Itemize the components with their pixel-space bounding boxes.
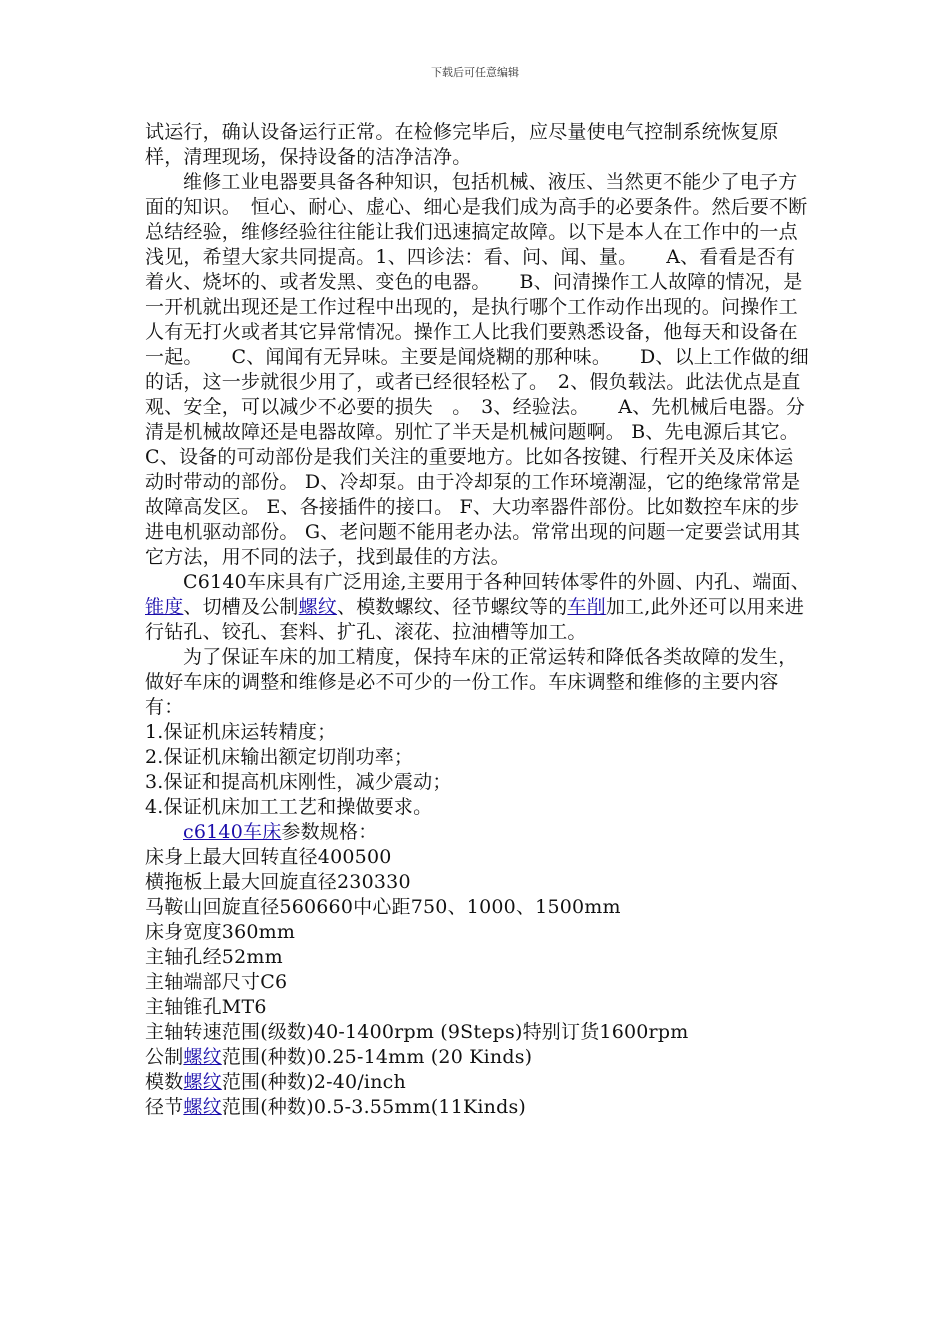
spec-line: 床身上最大回转直径400500 (145, 846, 392, 868)
spec-line: 主轴端部尺寸C6 (145, 971, 288, 993)
spec-line-thread-metric (145, 1045, 810, 1070)
paragraph-c6140-intro (145, 570, 810, 645)
paragraph-continuation: 试运行，确认设备运行正常。在检修完毕后，应尽量使电气控制系统恢复原样，清理现场，保持设备的洁净洁净。 (145, 121, 779, 168)
text-span: 公制 (145, 1046, 184, 1068)
text-span: 、切槽及公制 (183, 596, 299, 618)
specs-heading (145, 820, 810, 845)
text-span: 范围(种数)0.25-14mm (20 Kinds) (221, 1046, 533, 1068)
spec-line: 马鞍山回旋直径560660中心距750、1000、1500mm (145, 896, 621, 918)
spec-line: 主轴孔经52mm (145, 946, 283, 968)
link-thread[interactable]: 螺纹 (183, 1071, 222, 1093)
spec-line-thread-module (145, 1070, 810, 1095)
link-taper[interactable]: 锥度 (145, 596, 184, 618)
list-item: 1.保证机床运转精度； (145, 721, 337, 743)
paragraph-maintenance-intro: 为了保证车床的加工精度，保持车床的正常运转和降低各类故障的发生，做好车床的调整和维修是必不可少的一份工作。车床调整和维修的主要内容有： (145, 646, 798, 718)
paragraph-maintenance-tips: 维修工业电器要具备各种知识，包括机械、液压、当然更不能少了电子方面的知识。 恒心、耐心、虚心、细心是我们成为高手的必要条件。然后要不断总结经验，维修经验往往能让我们迅速搞定故障。以下是本人在工作中的一点浅见，希望大家共同提高。1、四诊法：看、问、闻、量。 A、看看是否有着火、烧坏的、或者发黑、变色的电器。 B、问清操作工人故障的情况，是一开机就出现还是工作过程中出现的，是执行哪个工作动作出现的。问操作工人有无打火或者其它异常情况。操作工人比我们要熟悉设备，他每天和设备在一起。 C、闻闻有无异味。主要是闻烧糊的那种味。 D、以上工作做的细的话，这一步就很少用了，或者已经很轻松了。 2、假负载法。此法优点是直观、安全，可以减少不必要的损失 。 3、经验法。 A、先机械后电器。分清是机械故障还是电器故障。别忙了半天是机械问题啊。 B、先电源后其它。 C、设备的可动部份是我们关注的重要地方。比如各按键、行程开关及床体运动时带动的部份。 D、冷却泵。由于冷却泵的工作环境潮湿，它的绝缘常常是故障高发区。 E、各接插件的接口。 F、大功率器件部份。比如数控车床的步进电机驱动部份。 G、老问题不能用老办法。常常出现的问题一定要尝试用其它方法，用不同的法子，找到最佳的方法。 (145, 171, 809, 568)
text-span: C6140车床具有广泛用途,主要用于各种回转体零件的外圆、内孔、端面、 (183, 571, 810, 593)
spec-line: 床身宽度360mm (145, 921, 296, 943)
text-span: 加工,此外还可以用来进行钻孔、铰孔、套料、扩孔、滚花、拉油槽等加工。 (145, 596, 805, 643)
text-span: 范围(种数)2-40/inch (221, 1071, 406, 1093)
document-body (145, 120, 810, 1120)
list-item: 4.保证机床加工工艺和操做要求。 (145, 796, 433, 818)
link-thread[interactable]: 螺纹 (183, 1096, 222, 1118)
page-header: 下载后可任意编辑 (431, 66, 519, 79)
link-thread[interactable]: 螺纹 (183, 1046, 222, 1068)
specs-heading-label: 参数规格： (281, 821, 378, 843)
text-span: 、模数螺纹、径节螺纹等的 (337, 596, 568, 618)
link-turning[interactable]: 车削 (567, 596, 606, 618)
list-item: 3.保证和提高机床刚性，减少震动； (145, 771, 452, 793)
spec-line: 横拖板上最大回旋直径230330 (145, 871, 411, 893)
spec-line-thread-pitch (145, 1095, 810, 1120)
text-span: 模数 (145, 1071, 184, 1093)
text-span: 径节 (145, 1096, 184, 1118)
link-c6140-lathe[interactable]: c6140车床 (183, 821, 282, 843)
text-span: 范围(种数)0.5-3.55mm(11Kinds) (221, 1096, 527, 1118)
spec-line: 主轴转速范围(级数)40-1400rpm (9Steps)特别订货1600rpm (145, 1021, 689, 1043)
spec-line: 主轴锥孔MT6 (145, 996, 267, 1018)
link-thread[interactable]: 螺纹 (298, 596, 338, 618)
list-item: 2.保证机床输出额定切削功率； (145, 746, 414, 768)
